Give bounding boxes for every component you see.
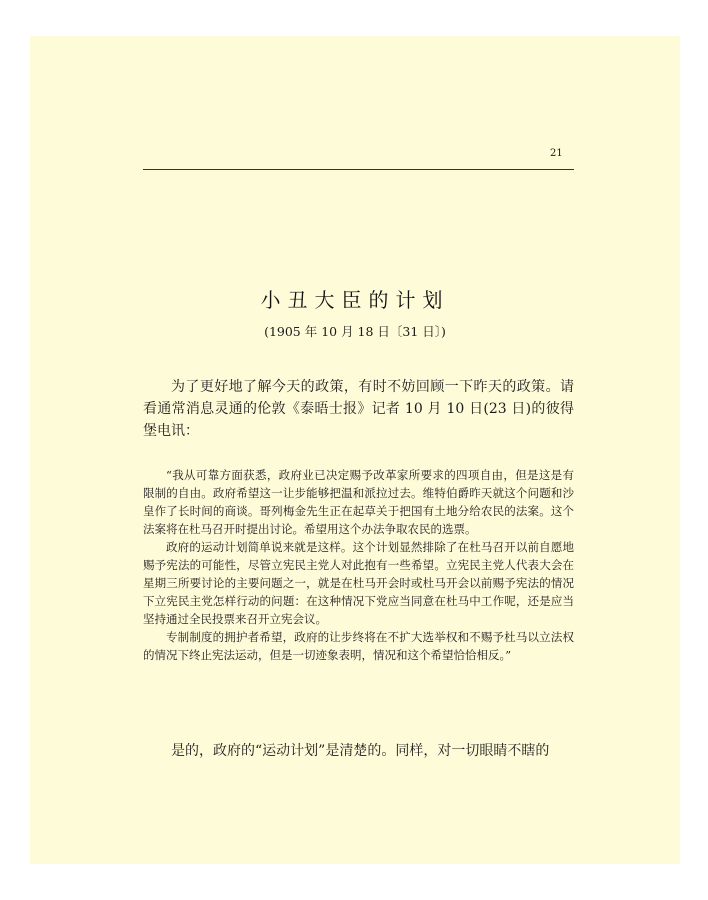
- article-title: 小丑大臣的计划: [260, 288, 450, 312]
- block-quote: [143, 466, 574, 664]
- quote-paragraph: 政府的运动计划简单说来就是这样。这个计划显然排除了在杜马召开以前自愿地赐予宪法的可能性，尽管立宪民主党人对此抱有一些希望。立宪民主党人代表大会在星期三所要讨论的主要问题之一，就是在杜马开会时或杜马开会以前赐予宪法的情况下立宪民主党怎样行动的问题：在这种情况下党应当同意在杜马中工作呢，还是应当坚持通过全民投票来召开立宪会议。: [143, 540, 574, 626]
- book-page: [30, 36, 680, 864]
- intro-paragraph: 为了更好地了解今天的政策，有时不妨回顾一下昨天的政策。请看通常消息灵通的伦敦《泰晤士报》记者 10 月 10 日(23 日)的彼得堡电讯：: [143, 379, 574, 439]
- page-number: 21: [550, 148, 563, 159]
- quote-paragraph: 专制制度的拥护者希望，政府的让步终将在不扩大选举权和不赐予杜马以立法权的情况下终止宪法运动，但是一切迹象表明，情况和这个希望恰恰相反。”: [143, 630, 574, 662]
- header-rule: [143, 169, 574, 170]
- outro-paragraph: 是的，政府的“运动计划”是清楚的。同样，对一切眼睛不瞎的: [171, 743, 550, 759]
- quote-paragraph: “我从可靠方面获悉，政府业已决定赐予改革家所要求的四项自由，但是这是有限制的自由。政府希望这一让步能够把温和派拉过去。维特伯爵昨天就这个问题和沙皇作了长时间的商谈。哥列梅金先生正在起草关于把国有土地分给农民的法案。这个法案将在杜马召开时提出讨论。希望用这个办法争取农民的选票。: [143, 468, 574, 536]
- article-date: (1905 年 10 月 18 日〔31 日〕): [264, 324, 446, 339]
